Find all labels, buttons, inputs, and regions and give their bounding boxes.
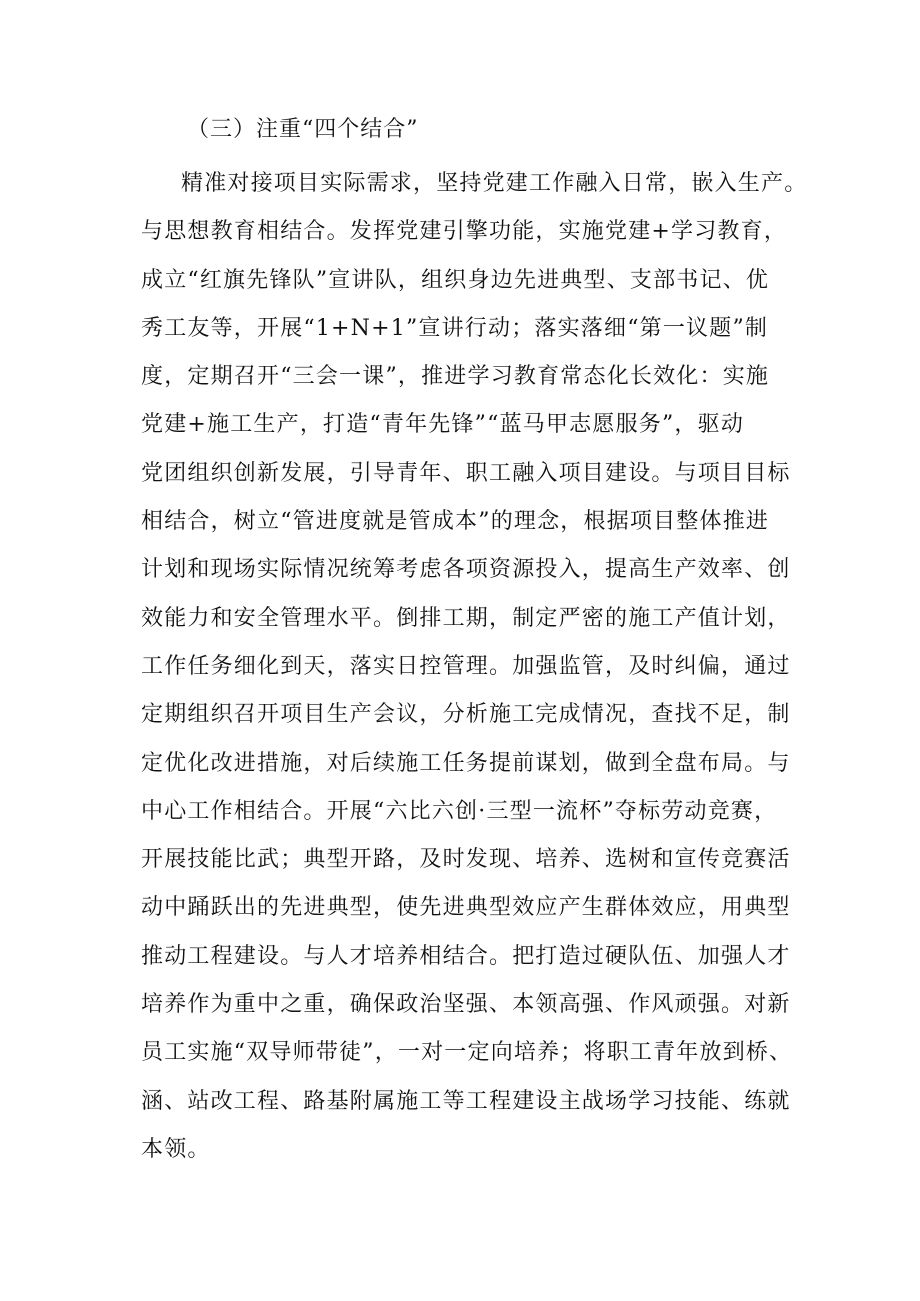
text-line: 定优化改进措施，对后续施工任务提前谋划，做到全盘布局。与	[141, 750, 791, 776]
text-line: 工作任务细化到天，落实日控管理。加强监管，及时纠偏，通过	[141, 653, 791, 679]
text-line: 本领。	[141, 1136, 211, 1162]
text-line: 党建+施工生产，打造“青年先锋”“蓝马甲志愿服务”，驱动	[141, 412, 745, 438]
text-line: 度，定期召开“三会一课”，推进学习教育常态化长效化：实施	[141, 364, 770, 390]
section-heading: （三）注重“四个结合”	[187, 117, 419, 142]
text-line: 开展技能比武；典型开路，及时发现、培养、选树和宣传竞赛活	[141, 847, 791, 873]
text-line: 与思想教育相结合。发挥党建引擎功能，实施党建+学习教育，	[141, 219, 788, 245]
text-line: 定期组织召开项目生产会议，分析施工完成情况，查找不足，制	[141, 702, 791, 728]
text-line: 培养作为重中之重，确保政治坚强、本领高强、作风顽强。对新	[141, 992, 791, 1018]
text-line: 秀工友等，开展“1+N+1”宣讲行动；落实落细“第一议题”制	[141, 315, 769, 341]
body-paragraph	[141, 160, 808, 1174]
text-line: 中心工作相结合。开展“六比六创·三型一流杯”夺标劳动竞赛，	[141, 798, 778, 824]
text-line: 动中踊跃出的先进典型，使先进典型效应产生群体效应，用典型	[141, 895, 791, 921]
text-line: 员工实施“双导师带徒”，一对一定向培养；将职工青年放到桥、	[141, 1040, 793, 1066]
text-line: 计划和现场实际情况统筹考虑各项资源投入，提高生产效率、创	[141, 557, 791, 583]
text-line: 涵、站改工程、路基附属施工等工程建设主战场学习技能、练就	[141, 1088, 791, 1114]
text-line: 相结合，树立“管进度就是管成本”的理念，根据项目整体推进	[141, 509, 770, 535]
text-line: 效能力和安全管理水平。倒排工期，制定严密的施工产值计划，	[141, 605, 791, 631]
text-line: 推动工程建设。与人才培养相结合。把打造过硬队伍、加强人才	[141, 943, 791, 969]
text-line: 精准对接项目实际需求，坚持党建工作融入日常，嵌入生产。	[181, 171, 808, 196]
text-line: 成立“红旗先锋队”宣讲队，组织身边先进典型、支部书记、优	[141, 267, 770, 293]
text-line: 党团组织创新发展，引导青年、职工融入项目建设。与项目目标	[141, 460, 791, 486]
